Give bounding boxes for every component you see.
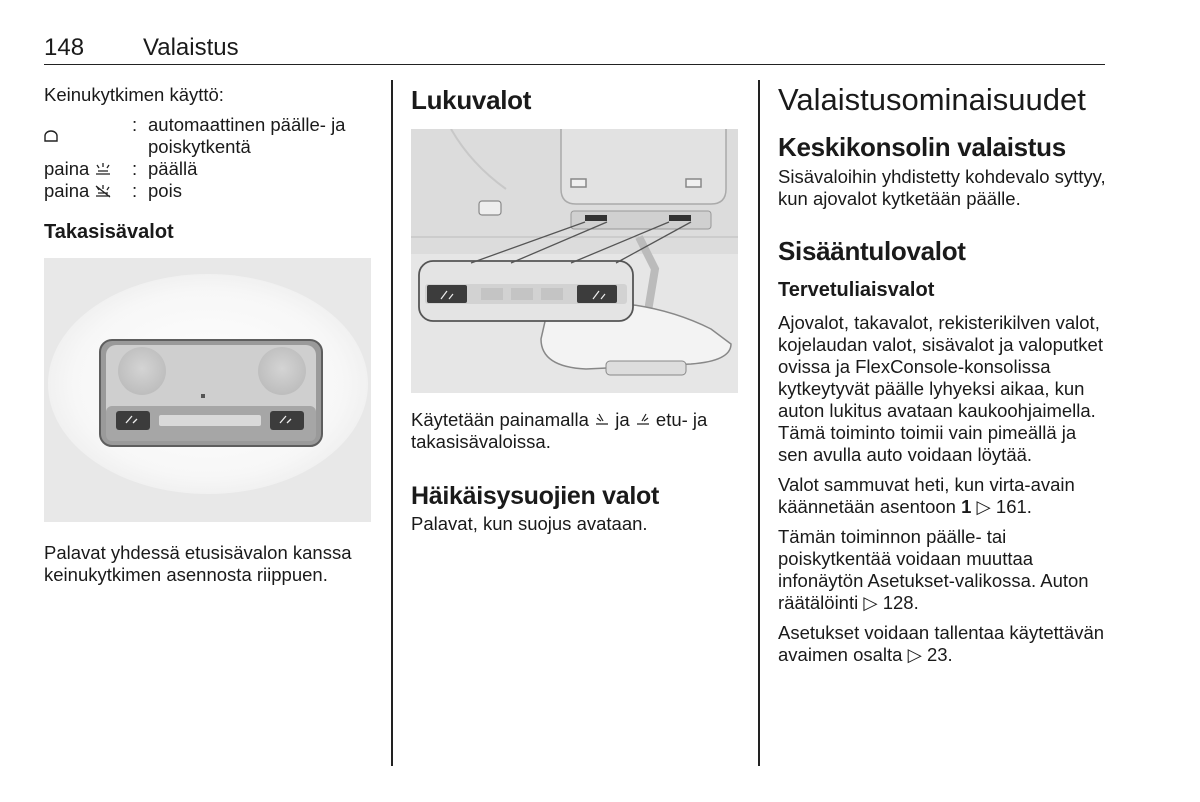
column-left <box>44 80 374 586</box>
section-title-rear-lights: Takasisävalot <box>44 221 174 243</box>
reading-light-figure <box>411 129 738 393</box>
option-key <box>44 114 132 158</box>
reading-text-after: etu- ja takasisävaloissa. <box>411 409 708 452</box>
section-title-reading-lights: Lukuvalot <box>411 85 532 115</box>
rear-lights-caption: Palavat yhdessä etusisävalon kanssa keinukytkimen asennosta riippuen. <box>44 542 352 585</box>
lights-off-text: Valot sammuvat heti, kun virta-avain käännetään asentoon <box>778 474 1075 517</box>
toggle-function-text: Tämän toiminnon päälle- tai poiskytkentää voidaan muuttaa infonäytön Asetukset-valikossa. Auton räätälöinti <box>778 526 1089 613</box>
console-lighting-text: Sisävaloihin yhdistetty kohdevalo syttyy, kun ajovalot kytketään päälle. <box>778 166 1106 209</box>
section-title-lighting-features: Valaistusominaisuudet <box>778 82 1086 117</box>
option-text: päällä <box>148 158 198 179</box>
visor-lights-text: Palavat, kun suojus avataan. <box>411 513 648 534</box>
page-ref-link[interactable]: 161. <box>995 496 1032 517</box>
column-divider <box>758 80 760 766</box>
option-colon: : <box>132 114 138 135</box>
option-text: automaattinen päälle- ja poiskytkentä <box>148 114 346 157</box>
page-header <box>44 34 1105 65</box>
page-number: 148 <box>44 34 85 61</box>
option-row <box>44 158 374 180</box>
column-right <box>778 80 1108 666</box>
option-colon: : <box>132 158 138 179</box>
page-ref-arrow: ▷ <box>863 592 878 613</box>
settings-save-text: Asetukset voidaan tallentaa käytettävän avaimen osalta <box>778 622 1105 665</box>
light-switch-icon <box>44 130 58 142</box>
toggle-function-paragraph <box>778 526 1108 614</box>
column-middle <box>411 80 741 535</box>
page-ref-arrow: ▷ <box>976 496 991 517</box>
option-prefix: paina <box>44 180 90 201</box>
settings-save-paragraph <box>778 622 1108 666</box>
subsection-title-welcome-lights: Tervetuliaisvalot <box>778 279 935 301</box>
reading-light-illustration <box>411 129 738 393</box>
key-position: 1 <box>961 496 972 517</box>
option-prefix: paina <box>44 158 90 179</box>
page-title: Valaistus <box>143 34 239 61</box>
reading-text-before: Käytetään painamalla <box>411 409 589 430</box>
option-colon: : <box>132 180 138 201</box>
section-title-console-lighting: Keskikonsolin valaistus <box>778 132 1066 162</box>
interior-light-off-icon <box>93 184 113 198</box>
page-ref-link[interactable]: 23. <box>926 644 953 665</box>
rear-interior-light-figure <box>44 258 371 522</box>
rear-light-illustration <box>44 258 371 522</box>
reading-lights-text <box>411 409 741 453</box>
interior-light-on-icon <box>93 162 113 176</box>
option-row <box>44 180 374 202</box>
reading-light-left-icon <box>594 412 610 426</box>
section-title-entry-lights: Sisääntulovalot <box>778 236 966 266</box>
page-ref-link[interactable]: 128. <box>882 592 919 613</box>
option-text: pois <box>148 180 182 201</box>
option-row <box>44 114 374 158</box>
welcome-lights-paragraph: Ajovalot, takavalot, rekisterikilven valot, kojelaudan valot, sisävalot ja valoputket ovissa ja FlexConsole-konsolissa kytkeytyvät päälle lyhyeksi aikaa, kun auton lukitus avataan kaukoohjaimella. Tämä toiminto toimii vain pimeällä ja sen avulla auto voidaan löytää. <box>778 312 1103 465</box>
reading-light-right-icon <box>635 412 651 426</box>
reading-text-mid: ja <box>615 409 630 430</box>
option-key <box>44 158 132 180</box>
option-key <box>44 180 132 202</box>
lights-off-paragraph <box>778 474 1108 518</box>
page-ref-arrow: ▷ <box>907 644 922 665</box>
section-title-visor-lights: Häikäisysuojien valot <box>411 482 659 510</box>
intro-text: Keinukytkimen käyttö: <box>44 84 224 105</box>
column-divider <box>391 80 393 766</box>
